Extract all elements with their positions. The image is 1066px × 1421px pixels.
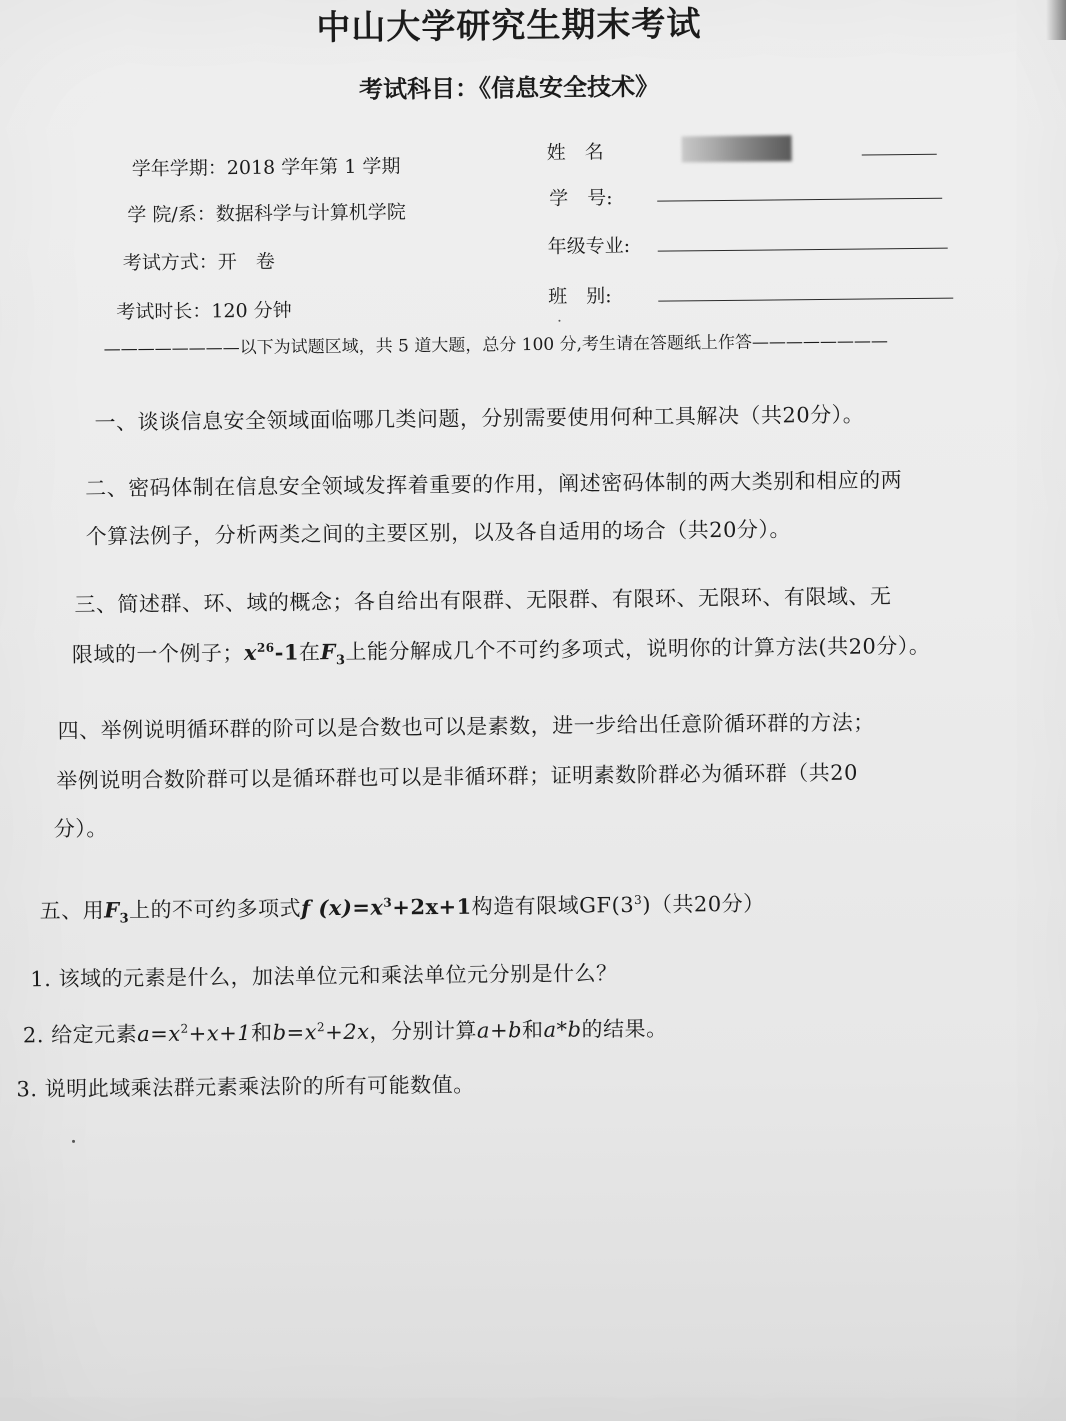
student-id-blank-line (657, 198, 942, 202)
exam-notice: ————————以下为试题区域，共 5 道大题，总分 100 分,考生请在答题纸上作答———————— (103, 331, 889, 360)
question-3-line-2: 限域的一个例子；$x^{26}-1$在$F_3$上能分解成几个不可约多项式，说明你的计算方法(共20分）。 (71, 633, 931, 669)
question-3-line-1: 三、简述群、环、域的概念；各自给出有限群、无限群、有限环、无限环、有限域、无 (74, 584, 892, 617)
major-blank-line (658, 248, 948, 252)
term-info: 学年学期：2018 学年第 1 学期 (131, 155, 401, 181)
school-info: 学 院/系：数据科学与计算机学院 (127, 201, 406, 227)
page-edge-shadow (1046, 0, 1066, 40)
major-label: 年级专业: (547, 234, 631, 258)
stray-mark (72, 1140, 75, 1143)
question-5: 五、用$F_3$上的不可约多项式f $(x)=x^3+2x+1$构造有限域$GF(3^3)$（共20分） (39, 891, 765, 927)
stray-mark (558, 320, 560, 322)
student-id-label: 学 号: (549, 187, 613, 210)
sub-question-2: 2. 给定元素$a=x^2+x+1$和$b=x^2+2x$，分别计算a+b和a*b的结果。 (22, 1016, 668, 1048)
class-blank-line (658, 298, 953, 302)
class-label: 班 别: (548, 285, 612, 308)
redacted-name (682, 135, 792, 162)
question-4-line-3: 分）。 (53, 816, 108, 842)
sub-question-1: 1. 该域的元素是什么，加法单位元和乘法单位元分别是什么？ (30, 961, 618, 992)
exam-subject: 考试科目：《信息安全技术》 (358, 71, 660, 104)
question-1: 一、谈谈信息安全领域面临哪几类问题，分别需要使用何种工具解决（共20分）。 (94, 402, 865, 435)
question-4-line-1: 四、举例说明循环群的阶可以是合数也可以是素数，进一步给出任意阶循环群的方法； (57, 710, 875, 743)
sub-question-3: 3. 说明此域乘法群元素乘法阶的所有可能数值。 (16, 1072, 475, 1102)
name-blank-line (862, 154, 937, 156)
exam-mode-info: 考试方式：开 卷 (122, 250, 275, 275)
question-2-line-1: 二、密码体制在信息安全领域发挥着重要的作用，阐述密码体制的两大类别和相应的两 (85, 468, 903, 501)
exam-title: 中山大学研究生期末考试 (316, 4, 702, 49)
question-4-line-2: 举例说明合数阶群可以是循环群也可以是非循环群；证明素数阶群必为循环群（共20 (56, 760, 859, 794)
duration-info: 考试时长：120 分钟 (116, 299, 292, 324)
name-label: 姓 名 (546, 141, 604, 164)
question-2-line-2: 个算法例子，分析两类之间的主要区别，以及各自适用的场合（共20分）。 (85, 517, 792, 549)
